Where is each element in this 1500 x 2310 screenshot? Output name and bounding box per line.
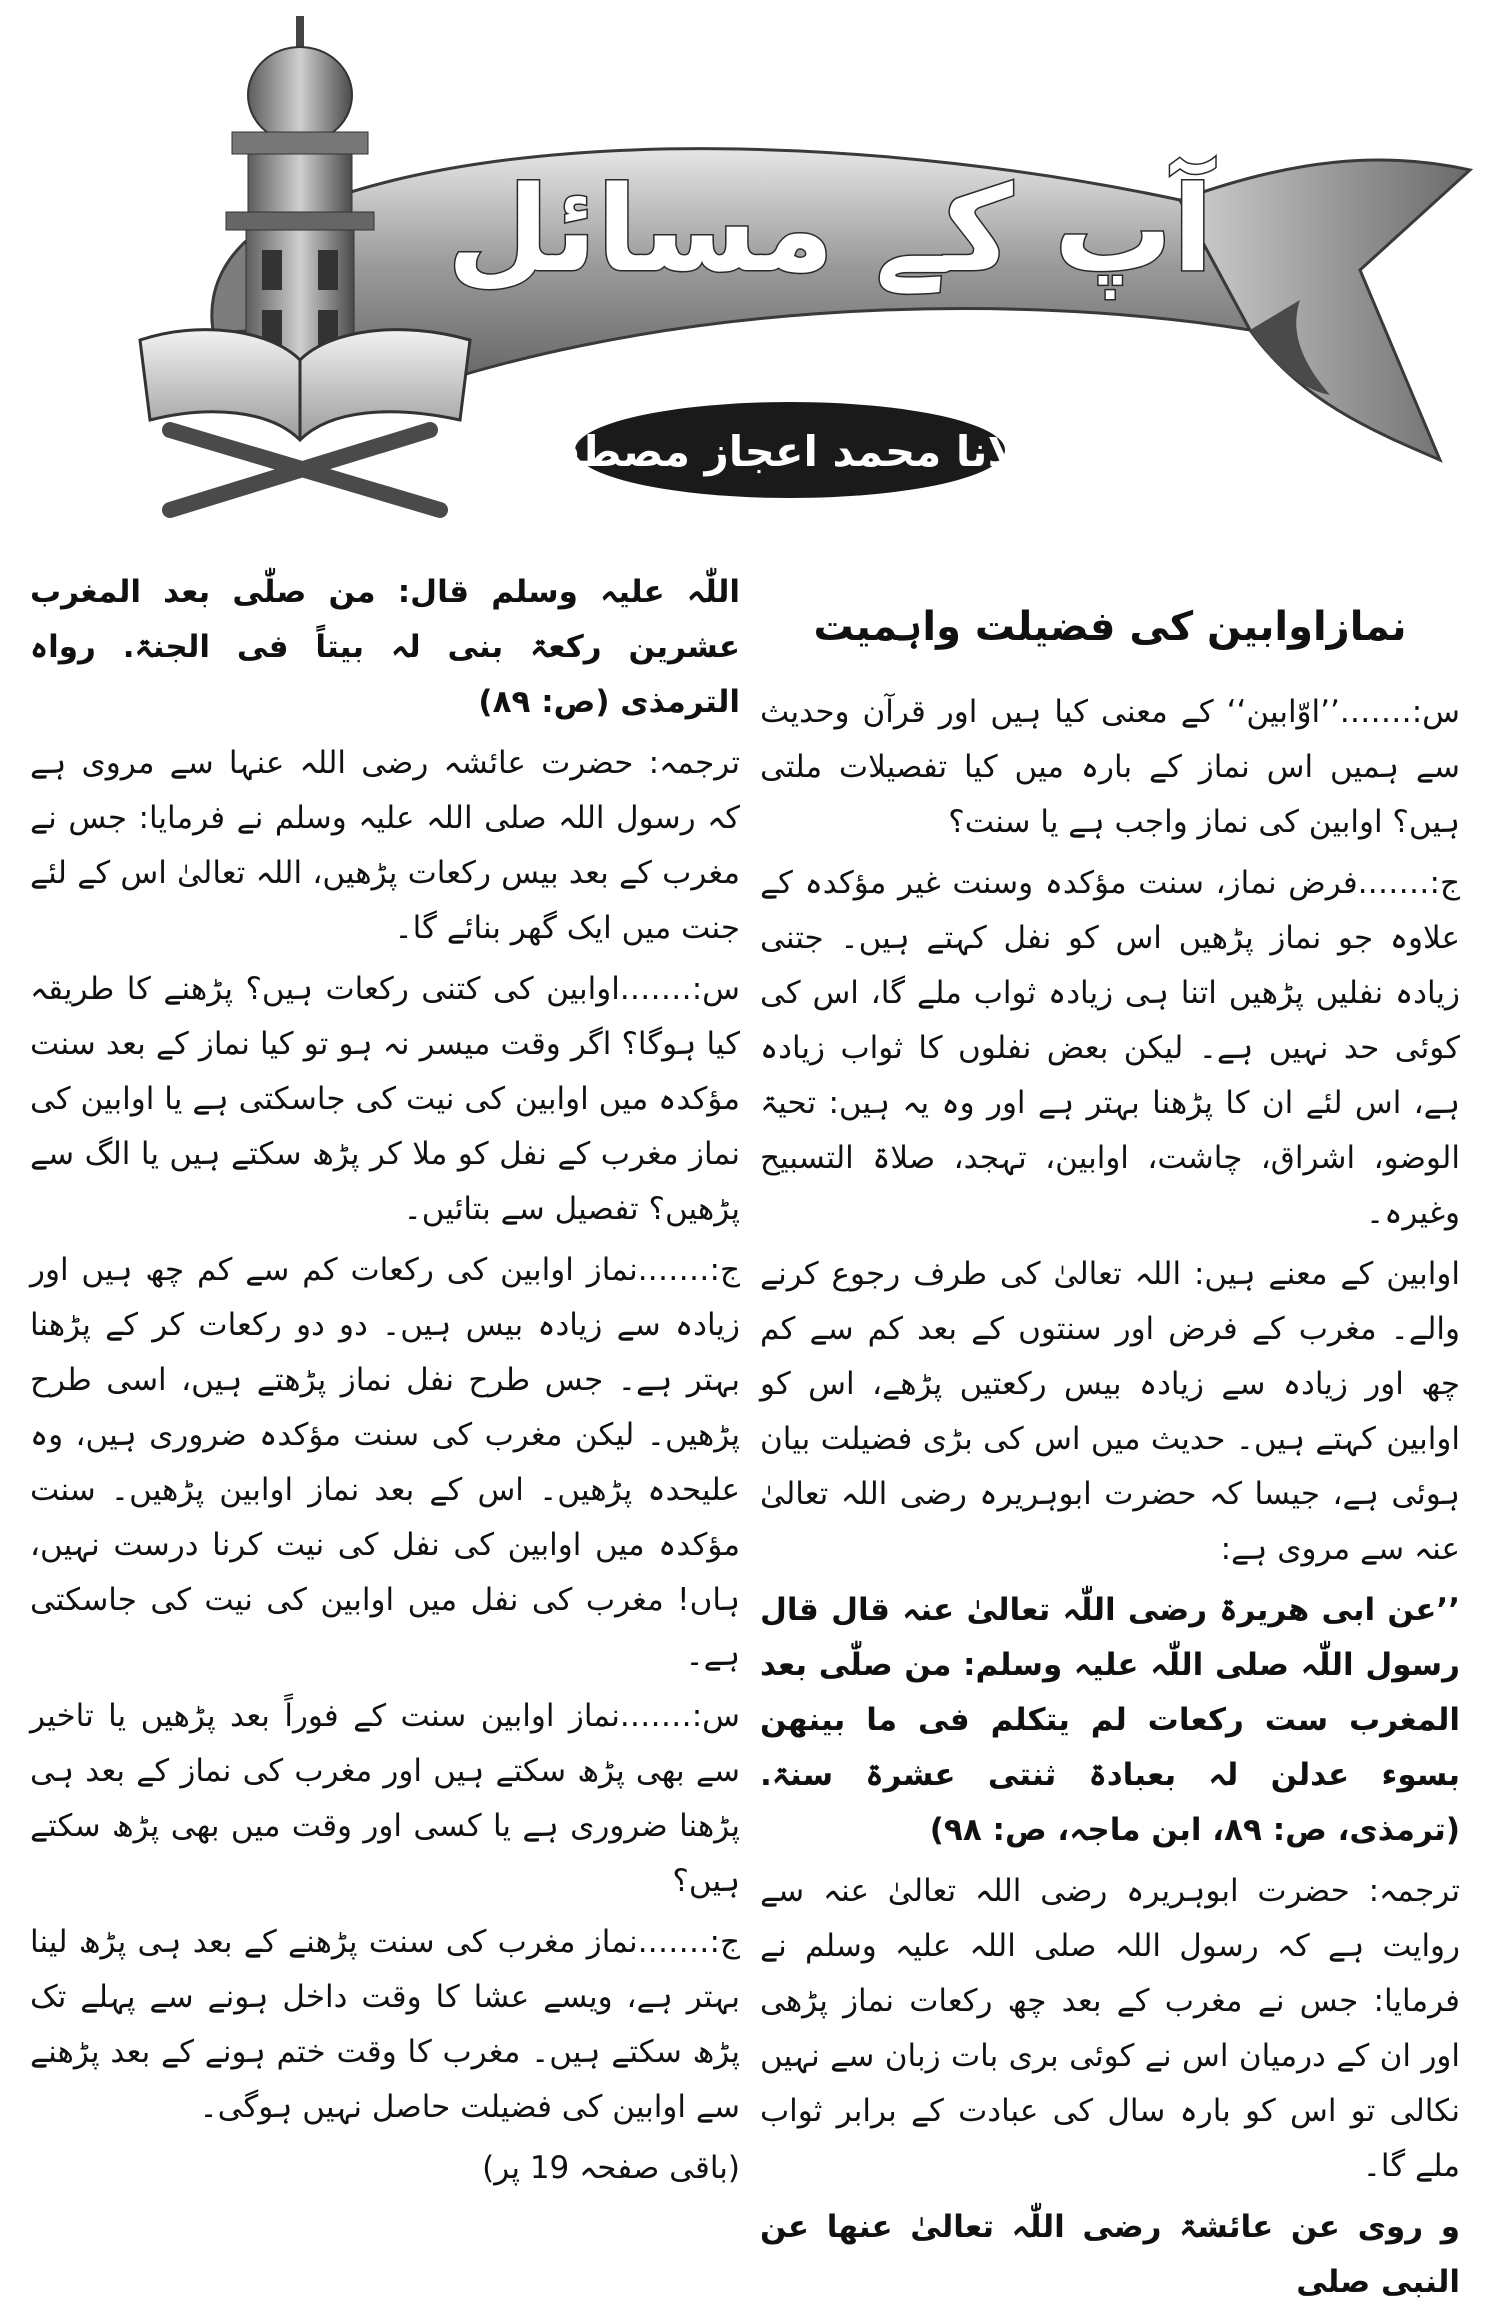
hadith-translation: ترجمہ: حضرت ابوہریرہ رضی اللہ تعالیٰ عنہ سے روایت ہے کہ رسول اللہ صلی اللہ علیہ وسلم نے فرمایا: جس نے مغرب کے بعد چھ رکعات نماز پڑھی اور ان کے درمیان اس نے کوئی بری بات زبان سے نہیں نکالی تو اس کو بارہ سال کی عبادت کے برابر ثواب ملے گا۔ — [760, 1873, 1460, 2184]
hadith-arabic-2-end: اللّٰہ علیہ وسلم قال: من صلّٰی بعد المغرب عشرین رکعۃ بنی لہ بیتاً فی الجنۃ. رواہ الترمذی (ص: ۸۹) — [30, 574, 740, 720]
right-column — [760, 565, 1460, 2300]
question-paragraph-2: س:…….اوابین کی کتنی رکعات ہیں؟ پڑھنے کا طریقہ کیا ہوگا؟ اگر وقت میسر نہ ہو تو کیا نماز کے بعد سنت مؤکدہ میں اوابین کی نیت کی جاسکتی ہے یا اوابین کی نماز مغرب کے نفل کو ملا کر پڑھ سکتے ہیں یا الگ سے پڑھیں؟ تفصیل سے بتائیں۔ — [30, 971, 740, 1227]
author-name: مولانا محمد اعجاز مصطفیٰ — [508, 427, 1072, 476]
answer-paragraph-2: ج:…….نماز اوابین کی رکعات کم سے کم چھ ہیں اور زیادہ سے زیادہ بیس ہیں۔ دو دو رکعات کر کے پڑھنا بہتر ہے۔ جس طرح نفل نماز پڑھتے ہیں، اسی طرح پڑھیں۔ لیکن مغرب کی سنت مؤکدہ ضروری ہیں، وہ علیحدہ پڑھیں۔ اس کے بعد نماز اوابین پڑھیں۔ سنت مؤکدہ میں اوابین کی نفل کی نیت کرنا درست نہیں، ہاں! مغرب کی نفل میں اوابین کی نیت کی جاسکتی ہے۔ — [30, 1252, 740, 1673]
hadith-arabic: ’’عن ابی ھریرۃ رضی اللّٰہ تعالیٰ عنہ قال قال رسول اللّٰہ صلی اللّٰہ علیہ وسلم: من صلّٰی بعد المغرب ست رکعات لم یتکلم فی ما بینھن بسوء عدلن لہ بعبادۃ ثنتی عشرۃ سنۃ. (ترمذی، ص: ۸۹، ابن ماجہ، ص: ۹۸) — [760, 1592, 1460, 1848]
question-paragraph: س:…….’’اوّابین‘‘ کے معنی کیا ہیں اور قرآن وحدیث سے ہمیں اس نماز کے بارہ میں کیا تفصیلات ملتی ہیں؟ اوابین کی نماز واجب ہے یا سنت؟ — [760, 694, 1460, 840]
question-paragraph-3: س:…….نماز اوابین سنت کے فوراً بعد پڑھیں یا تاخیر سے بھی پڑھ سکتے ہیں اور مغرب کی نماز کے بعد ہی پڑھنا ضروری ہے یا کسی اور وقت میں بھی پڑھ سکتے ہیں؟ — [30, 1698, 740, 1899]
meaning-paragraph: اوابین کے معنے ہیں: اللہ تعالیٰ کی طرف رجوع کرنے والے۔ مغرب کے فرض اور سنتوں کے بعد کم سے کم چھ اور زیادہ سے زیادہ بیس رکعتیں پڑھے، اس کو اوابین کہتے ہیں۔ حدیث میں اس کی بڑی فضیلت بیان ہوئی ہے، جیسا کہ حضرت ابوہریرہ رضی اللہ تعالیٰ عنہ سے مروی ہے: — [760, 1256, 1460, 1567]
answer-paragraph-3: ج:…….نماز مغرب کی سنت پڑھنے کے بعد ہی پڑھ لینا بہتر ہے، ویسے عشا کا وقت داخل ہونے سے پہلے تک پڑھ سکتے ہیں۔ مغرب کا وقت ختم ہونے کے بعد پڑھنے سے اوابین کی فضیلت حاصل نہیں ہوگی۔ — [30, 1924, 740, 2125]
minaret-illustration — [226, 16, 374, 370]
answer-paragraph: ج:…….فرض نماز، سنت مؤکدہ وسنت غیر مؤکدہ کے علاوہ جو نماز پڑھیں اس کو نفل کہتے ہیں۔ جتنی زیادہ نفلیں پڑھیں اتنا ہی زیادہ ثواب ملے گا، اس کی کوئی حد نہیں ہے۔ لیکن بعض نفلوں کا ثواب زیادہ ہے، اس لئے ان کا پڑھنا بہتر ہے اور وہ یہ ہیں: تحیۃ الوضو، اشراق، چاشت، اوابین، تہجد، صلاۃ التسبیح وغیرہ۔ — [760, 865, 1460, 1231]
continued-note: (باقی صفحہ 19 پر) — [482, 2150, 740, 2186]
hadith-translation-2: ترجمہ: حضرت عائشہ رضی اللہ عنہا سے مروی ہے کہ رسول اللہ صلی اللہ علیہ وسلم نے فرمایا: جس نے مغرب کے بعد بیس رکعات پڑھیں، اللہ تعالیٰ اس کے لئے جنت میں ایک گھر بنائے گا۔ — [30, 745, 740, 946]
article-heading: نمازاوابین کی فضیلت واہمیت — [813, 604, 1407, 650]
hadith-arabic-2-start: و روی عن عائشۃ رضی اللّٰہ تعالیٰ عنھا عن النبی صلی — [760, 2209, 1460, 2300]
banner-title: آپ کے مسائل — [446, 160, 1214, 298]
open-book-illustration — [140, 330, 470, 510]
left-column — [30, 565, 740, 2186]
header-artwork — [0, 0, 1500, 540]
page-header-banner — [0, 0, 1500, 540]
